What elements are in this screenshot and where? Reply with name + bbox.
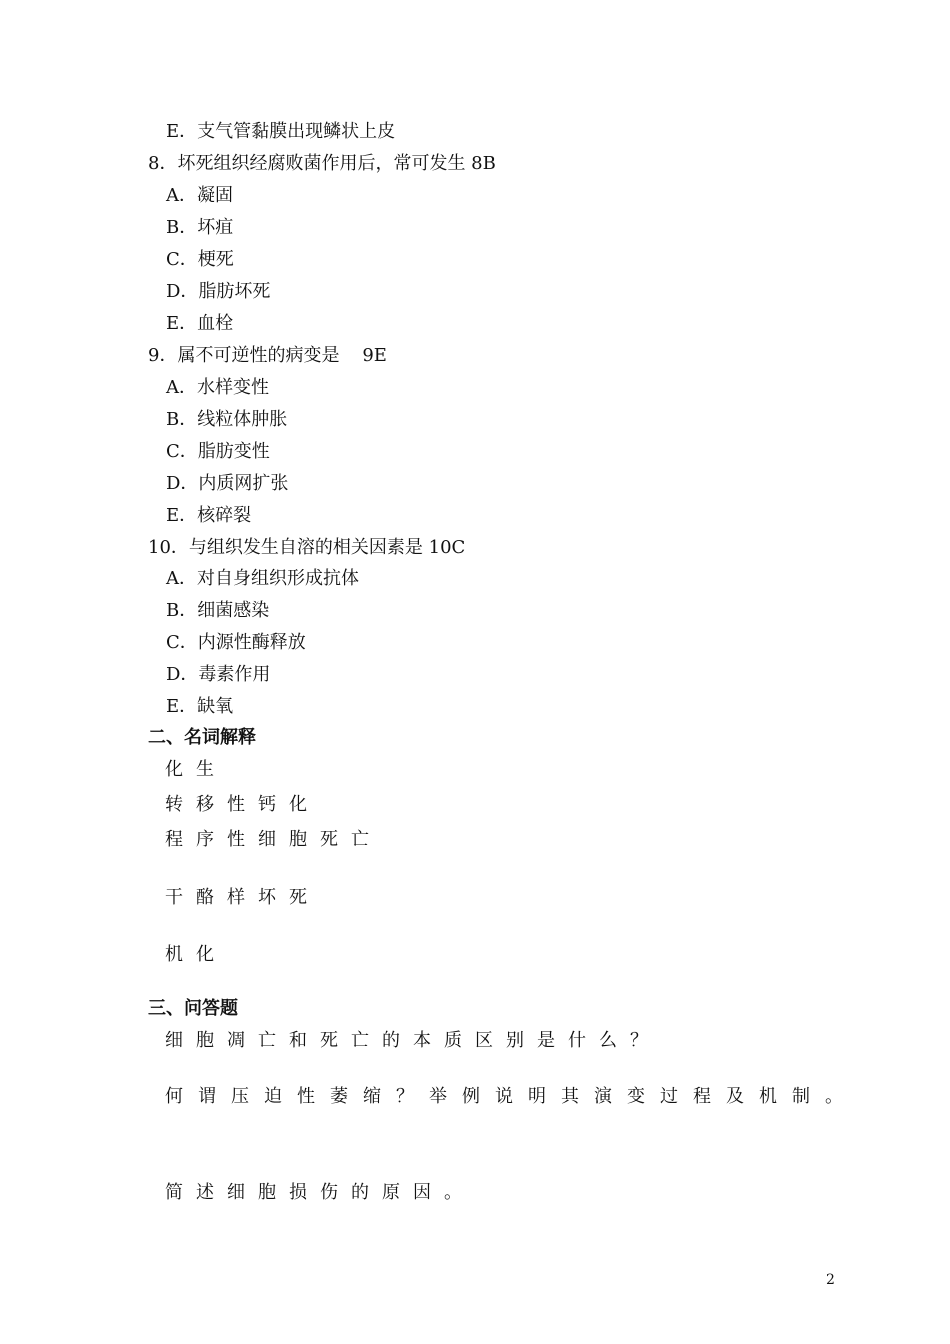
question-8-option-c: C．梗死 [166, 249, 234, 270]
question-10-option-e: E．缺氧 [166, 696, 234, 717]
question-10-option-a: A．对自身组织形成抗体 [166, 568, 359, 589]
section-2-heading: 二、名词解释 [148, 727, 256, 748]
question-9-option-e: E．核碎裂 [166, 505, 252, 526]
question-9-stem: 9．属不可逆性的病变是 9E [148, 345, 387, 366]
term-5: 机化 [165, 944, 227, 965]
term-2: 转移性钙化 [165, 794, 320, 815]
essay-question-2: 何谓压迫性萎缩？举例说明其演变过程及机制。 [165, 1086, 858, 1107]
question-9-option-b: B．线粒体肿胀 [166, 409, 288, 430]
term-1: 化生 [165, 759, 227, 780]
question-8-stem: 8．坏死组织经腐败菌作用后，常可发生 8B [148, 153, 496, 174]
question-8-option-a: A．凝固 [166, 185, 233, 206]
question-10-stem: 10．与组织发生自溶的相关因素是 10C [148, 537, 466, 558]
term-3: 程序性细胞死亡 [165, 829, 382, 850]
question-8-option-e: E．血栓 [166, 313, 234, 334]
essay-question-3: 简述细胞损伤的原因。 [165, 1182, 475, 1203]
essay-question-1: 细胞凋亡和死亡的本质区别是什么？ [165, 1030, 661, 1051]
page-number: 2 [826, 1272, 835, 1288]
question-8-option-b: B．坏疽 [166, 217, 234, 238]
section-3-heading: 三、问答题 [148, 998, 238, 1019]
question-9-option-d: D．内质网扩张 [166, 473, 289, 494]
question-10-option-c: C．内源性酶释放 [166, 632, 306, 653]
term-4: 干酪样坏死 [165, 887, 320, 908]
question-7-option-e: E．支气管黏膜出现鳞状上皮 [166, 121, 396, 142]
question-9-option-c: C．脂肪变性 [166, 441, 270, 462]
question-9-option-a: A．水样变性 [166, 377, 269, 398]
question-10-option-b: B．细菌感染 [166, 600, 270, 621]
question-8-option-d: D．脂肪坏死 [166, 281, 271, 302]
question-10-option-d: D．毒素作用 [166, 664, 271, 685]
